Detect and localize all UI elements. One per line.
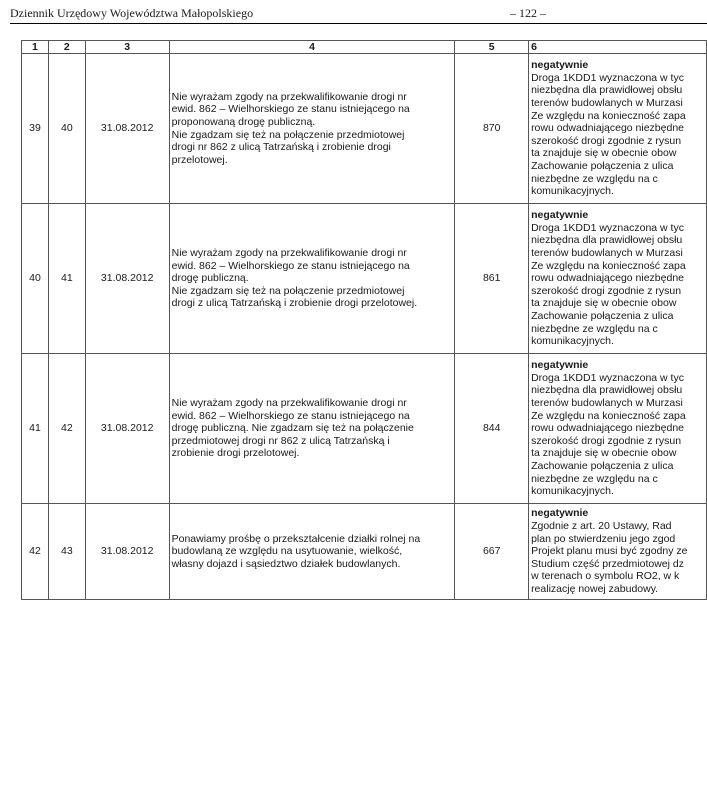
resolution-line: Ze względu na konieczność zapa [531,259,686,272]
resolution-status: negatywnie [531,59,589,72]
submission-number: 41 [48,204,85,354]
resolution-line: Droga 1KDD1 wyznaczona w tyc [531,221,684,234]
resolution-line: Zachowanie połączenia z ulica [531,159,674,172]
resolution-line: Droga 1KDD1 wyznaczona w tyc [531,71,684,84]
page-number: – 122 – [510,6,546,20]
resolution-status: negatywnie [531,359,589,372]
objection-line: zrobienie drogi przelotowej. [171,447,300,460]
objection-line: drogi z ulicą Tatrzańską i zrobienie drogi przelotowej. [171,297,418,310]
objection-text [169,54,455,204]
objection-line: Nie zgadzam się też na połączenie przedmiotowej [171,128,405,141]
resolution-line: Zachowanie połączenia z ulica [531,309,674,322]
table-row [22,54,707,204]
objection-line: własny dojazd i sąsiedztwo działek budowlanych. [171,557,401,570]
objection-line: ewid. 862 – Wielhorskiego ze stanu istniejącego na [171,409,410,422]
resolution-line: terenów budowlanych w Murzasi [531,97,683,110]
resolution-line: Zachowanie połączenia z ulica [531,459,674,472]
resolution-status: negatywnie [531,209,589,222]
resolution-line: komunikacyjnych. [531,335,614,348]
parcel-number: 844 [455,354,529,504]
column-header-4: 4 [169,41,455,54]
resolution-line: Projekt planu musi być zgodny ze [531,545,688,558]
resolution-line: szerokość drogi zgodnie z rysun [531,284,682,297]
table-row [22,204,707,354]
column-header-3: 3 [85,41,169,54]
objection-line: proponowaną drogę publiczną. [171,115,316,128]
resolution-line: Ze względu na konieczność zapa [531,109,686,122]
page-header [10,6,707,24]
parcel-number: 861 [455,204,529,354]
resolution-line: Studium część przedmiotowej dz [531,557,684,570]
resolution-line: rowu odwadniającego niezbędne [531,272,685,285]
column-header-6: 6 [529,41,707,54]
resolution-status: negatywnie [531,507,589,520]
resolution-line: niezbędna dla prawidłowej obsłu [531,234,683,247]
resolution-line: niezbędne ze względu na c [531,322,658,335]
objection-line: przelotowej. [171,153,228,166]
objection-line: ewid. 862 – Wielhorskiego ze stanu istniejącego na [171,259,410,272]
row-number: 42 [22,504,49,600]
submission-number: 42 [48,354,85,504]
resolution-line: niezbędne ze względu na c [531,472,658,485]
objection-line: przedmiotowej drogi nr 862 z ulicą Tatrzańską i [171,434,390,447]
objection-line: Nie wyrażam zgody na przekwalifikowanie drogi nr [171,247,407,260]
journal-title: Dziennik Urzędowy Województwa Małopolskiego [10,6,254,20]
column-header-2: 2 [48,41,85,54]
resolution-text [529,354,707,504]
parcel-number: 667 [455,504,529,600]
objection-line: budowlaną ze względu na usytuowanie, wielkość, [171,545,403,558]
objection-line: Nie zgadzam się też na połączenie przedmiotowej [171,284,405,297]
submission-date: 31.08.2012 [85,204,169,354]
resolution-line: niezbędna dla prawidłowej obsłu [531,384,683,397]
submission-date: 31.08.2012 [85,504,169,600]
submission-number: 40 [48,54,85,204]
objection-line: drogę publiczną. [171,272,249,285]
objection-text [169,504,455,600]
column-header-5: 5 [455,41,529,54]
submission-date: 31.08.2012 [85,54,169,204]
resolution-line: ta znajduje się w obecnie obow [531,147,677,160]
objection-line: Ponawiamy prośbę o przekształcenie działki rolnej na [171,532,421,545]
objection-line: drogi nr 862 z ulicą Tatrzańską i zrobienie drogi [171,141,391,154]
objection-line: Nie wyrażam zgody na przekwalifikowanie drogi nr [171,90,407,103]
resolution-line: terenów budowlanych w Murzasi [531,247,683,260]
submission-date: 31.08.2012 [85,354,169,504]
resolution-line: ta znajduje się w obecnie obow [531,447,677,460]
resolution-text [529,204,707,354]
objection-line: Nie wyrażam zgody na przekwalifikowanie drogi nr [171,397,407,410]
resolution-line: rowu odwadniającego niezbędne [531,422,685,435]
resolution-line: komunikacyjnych. [531,185,614,198]
resolution-line: komunikacyjnych. [531,485,614,498]
resolution-line: szerokość drogi zgodnie z rysun [531,434,682,447]
column-header-1: 1 [22,41,49,54]
objection-text [169,354,455,504]
row-number: 39 [22,54,49,204]
objection-line: ewid. 862 – Wielhorskiego ze stanu istniejącego na [171,103,410,116]
table-row [22,354,707,504]
resolution-line: niezbędna dla prawidłowej obsłu [531,84,683,97]
resolution-line: plan po stwierdzeniu jego zgod [531,532,676,545]
resolution-line: terenów budowlanych w Murzasi [531,397,683,410]
resolution-line: rowu odwadniającego niezbędne [531,122,685,135]
row-number: 41 [22,354,49,504]
table-row [22,504,707,600]
objections-table [21,40,707,600]
resolution-line: Zgodnie z art. 20 Ustawy, Rad [531,520,672,533]
column-header-row [22,41,707,54]
resolution-line: realizację nowej zabudowy. [531,582,659,595]
resolution-text [529,54,707,204]
resolution-line: w terenach o symbolu RO2, w k [531,570,680,583]
resolution-text [529,504,707,600]
resolution-line: ta znajduje się w obecnie obow [531,297,677,310]
submission-number: 43 [48,504,85,600]
resolution-line: szerokość drogi zgodnie z rysun [531,134,682,147]
objection-line: drogę publiczną. Nie zgadzam się też na połączenie [171,422,414,435]
resolution-line: Ze względu na konieczność zapa [531,409,686,422]
row-number: 40 [22,204,49,354]
resolution-line: niezbędne ze względu na c [531,172,658,185]
objection-text [169,204,455,354]
parcel-number: 870 [455,54,529,204]
resolution-line: Droga 1KDD1 wyznaczona w tyc [531,371,684,384]
